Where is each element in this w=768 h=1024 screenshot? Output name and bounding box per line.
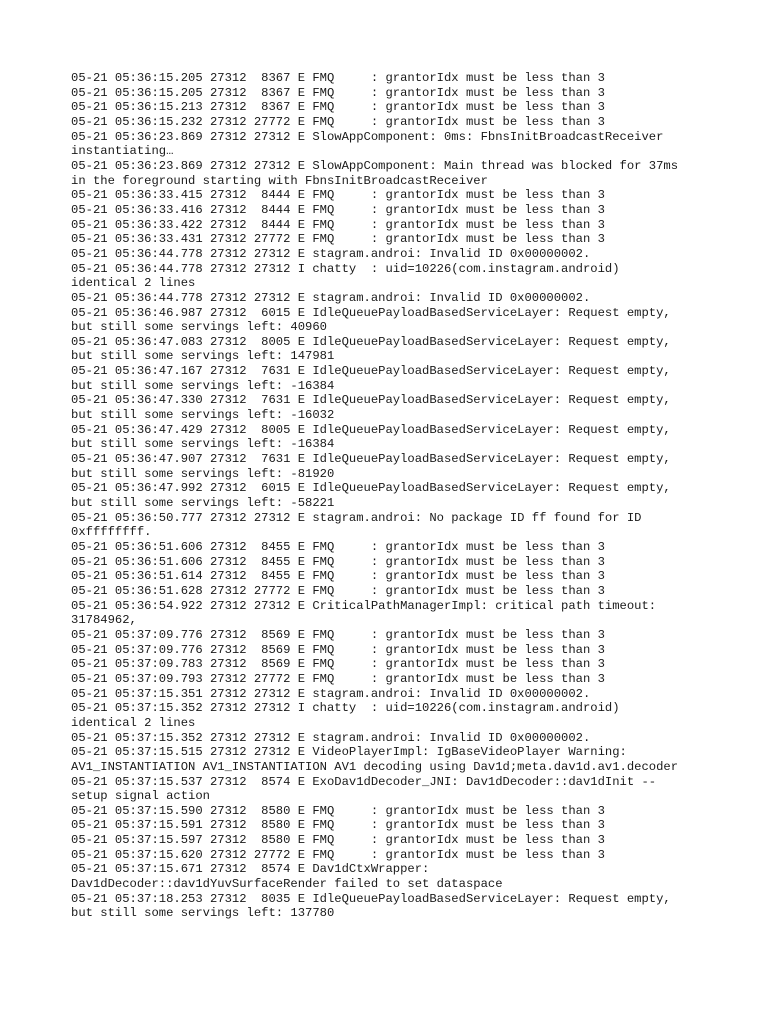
log-line: 05-21 05:37:18.253 27312 8035 E IdleQueuePayloadBasedServiceLayer: Request empty, xyxy=(71,891,671,906)
log-line: 05-21 05:36:47.167 27312 7631 E IdleQueuePayloadBasedServiceLayer: Request empty, xyxy=(71,364,671,379)
log-line: 05-21 05:37:15.671 27312 8574 E Dav1dCtxWrapper: xyxy=(71,862,430,877)
log-line: but still some servings left: 137780 xyxy=(71,906,335,921)
log-line: Dav1dDecoder::dav1dYuvSurfaceRender failed to set dataspace xyxy=(71,877,503,892)
log-text-block xyxy=(71,71,711,921)
log-line: but still some servings left: -16384 xyxy=(71,378,335,393)
log-line: 05-21 05:37:15.515 27312 27312 E VideoPlayerImpl: IgBaseVideoPlayer Warning: xyxy=(71,745,627,760)
log-line: 05-21 05:37:15.351 27312 27312 E stagram.androi: Invalid ID 0x00000002. xyxy=(71,686,591,701)
log-line: 05-21 05:36:23.869 27312 27312 E SlowAppComponent: 0ms: FbnsInitBroadcastReceiver xyxy=(71,129,664,144)
log-line: 05-21 05:36:15.205 27312 8367 E FMQ : grantorIdx must be less than 3 xyxy=(71,85,605,100)
log-line: 05-21 05:37:15.620 27312 27772 E FMQ : grantorIdx must be less than 3 xyxy=(71,847,605,862)
log-line: 05-21 05:36:15.205 27312 8367 E FMQ : grantorIdx must be less than 3 xyxy=(71,71,605,85)
log-line: 05-21 05:36:51.614 27312 8455 E FMQ : grantorIdx must be less than 3 xyxy=(71,569,605,584)
log-line: 05-21 05:36:33.415 27312 8444 E FMQ : grantorIdx must be less than 3 xyxy=(71,188,605,203)
log-line: identical 2 lines xyxy=(71,715,196,730)
log-line: 05-21 05:36:44.778 27312 27312 E stagram.androi: Invalid ID 0x00000002. xyxy=(71,290,591,305)
log-line: 05-21 05:36:47.992 27312 6015 E IdleQueuePayloadBasedServiceLayer: Request empty, xyxy=(71,481,671,496)
log-line: 05-21 05:36:51.606 27312 8455 E FMQ : grantorIdx must be less than 3 xyxy=(71,540,605,554)
log-line: 05-21 05:36:15.213 27312 8367 E FMQ : grantorIdx must be less than 3 xyxy=(71,100,605,115)
log-line: 05-21 05:36:44.778 27312 27312 I chatty : uid=10226(com.instagram.android) xyxy=(71,261,620,276)
log-line: 05-21 05:37:09.776 27312 8569 E FMQ : grantorIdx must be less than 3 xyxy=(71,627,605,642)
log-line: 05-21 05:36:33.416 27312 8444 E FMQ : grantorIdx must be less than 3 xyxy=(71,202,605,217)
log-line: 05-21 05:36:47.429 27312 8005 E IdleQueuePayloadBasedServiceLayer: Request empty, xyxy=(71,422,671,437)
log-line: 05-21 05:37:15.590 27312 8580 E FMQ : grantorIdx must be less than 3 xyxy=(71,803,605,818)
log-line: but still some servings left: -16032 xyxy=(71,408,335,423)
log-line: AV1_INSTANTIATION AV1_INSTANTIATION AV1 decoding using Dav1d;meta.dav1d.av1.decoder xyxy=(71,759,679,774)
log-line: identical 2 lines xyxy=(71,276,196,291)
log-line: 05-21 05:36:15.232 27312 27772 E FMQ : grantorIdx must be less than 3 xyxy=(71,114,605,129)
log-line: 05-21 05:36:47.330 27312 7631 E IdleQueuePayloadBasedServiceLayer: Request empty, xyxy=(71,393,671,408)
log-line: 05-21 05:37:15.591 27312 8580 E FMQ : grantorIdx must be less than 3 xyxy=(71,818,605,833)
log-line: 05-21 05:36:33.431 27312 27772 E FMQ : grantorIdx must be less than 3 xyxy=(71,232,605,247)
log-line: 05-21 05:36:47.907 27312 7631 E IdleQueuePayloadBasedServiceLayer: Request empty, xyxy=(71,452,671,467)
log-line: 0xffffffff. xyxy=(71,525,152,540)
log-line: 05-21 05:37:15.352 27312 27312 E stagram.androi: Invalid ID 0x00000002. xyxy=(71,730,591,745)
log-line: 05-21 05:37:15.597 27312 8580 E FMQ : grantorIdx must be less than 3 xyxy=(71,833,605,848)
log-line: 05-21 05:37:09.793 27312 27772 E FMQ : grantorIdx must be less than 3 xyxy=(71,671,605,686)
log-line: 05-21 05:36:44.778 27312 27312 E stagram.androi: Invalid ID 0x00000002. xyxy=(71,246,591,261)
log-line: 05-21 05:37:09.776 27312 8569 E FMQ : grantorIdx must be less than 3 xyxy=(71,642,605,657)
log-line: but still some servings left: -16384 xyxy=(71,437,335,452)
log-line: 05-21 05:36:51.628 27312 27772 E FMQ : grantorIdx must be less than 3 xyxy=(71,583,605,598)
log-line: setup signal action xyxy=(71,789,210,804)
log-line: 31784962, xyxy=(71,613,137,628)
log-line: 05-21 05:36:50.777 27312 27312 E stagram.androi: No package ID ff found for ID xyxy=(71,510,642,525)
log-line: 05-21 05:37:09.783 27312 8569 E FMQ : grantorIdx must be less than 3 xyxy=(71,657,605,672)
log-line: 05-21 05:36:47.083 27312 8005 E IdleQueuePayloadBasedServiceLayer: Request empty, xyxy=(71,334,671,349)
log-line: 05-21 05:37:15.352 27312 27312 I chatty : uid=10226(com.instagram.android) xyxy=(71,701,620,716)
log-line: 05-21 05:37:15.537 27312 8574 E ExoDav1dDecoder_JNI: Dav1dDecoder::dav1dInit -- xyxy=(71,774,657,789)
log-line: but still some servings left: 147981 xyxy=(71,349,335,364)
log-line: but still some servings left: -81920 xyxy=(71,466,335,481)
log-line: 05-21 05:36:23.869 27312 27312 E SlowAppComponent: Main thread was blocked for 37ms xyxy=(71,158,679,173)
log-line: in the foreground starting with FbnsInitBroadcastReceiver xyxy=(71,173,488,188)
log-line: instantiating… xyxy=(71,144,174,159)
log-line: 05-21 05:36:51.606 27312 8455 E FMQ : grantorIdx must be less than 3 xyxy=(71,554,605,569)
log-line: but still some servings left: -58221 xyxy=(71,496,335,511)
log-line: 05-21 05:36:33.422 27312 8444 E FMQ : grantorIdx must be less than 3 xyxy=(71,217,605,232)
log-line: but still some servings left: 40960 xyxy=(71,320,327,335)
log-line: 05-21 05:36:46.987 27312 6015 E IdleQueuePayloadBasedServiceLayer: Request empty, xyxy=(71,305,671,320)
log-line: 05-21 05:36:54.922 27312 27312 E CriticalPathManagerImpl: critical path timeout: xyxy=(71,598,657,613)
